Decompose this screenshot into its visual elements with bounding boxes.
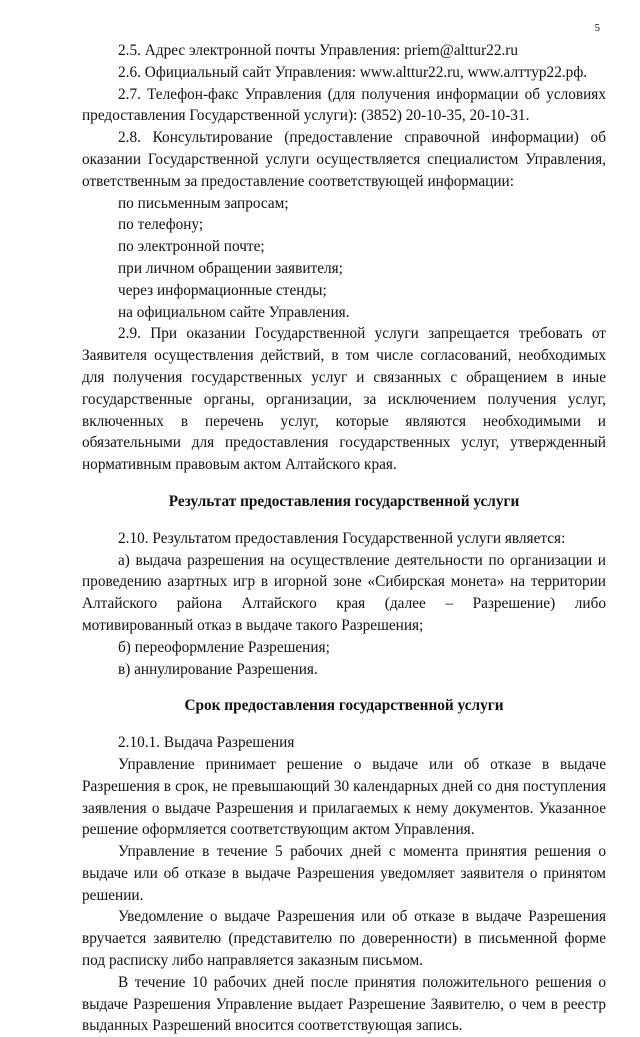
paragraph-2-9: 2.9. При оказании Государственной услуги запрещается требовать от Заявителя осуществления действий, в том числе согласований, необходимых для получения государственных услуг и связанных с обращением в иные государственные органы, организации, за исключением получения услуг, включенных в перечень услуг, которые являются необходимыми и обязательными для предоставления государственных услуг, утвержденный нормативным правовым актом Алтайского края. [82, 325, 606, 474]
list-item: по электронной почте; [118, 238, 265, 256]
paragraph-2-7: 2.7. Телефон-факс Управления (для получения информации об условиях предоставления Государственной услуги): (3852) 20-10-35, 20-10-31. [82, 85, 606, 125]
section-heading-result: Результат предоставления государственной услуги [168, 492, 520, 510]
section-heading-term: Срок предоставления государственной услуги [184, 697, 504, 715]
result-item-b: б) переоформление Разрешения; [118, 638, 330, 656]
consultation-list [82, 193, 606, 324]
result-item-a: а) выдача разрешения на осуществление деятельности по организации и проведению азартных игр в игорной зоне «Сибирская монета» на территории Алтайского района Алтайского края (далее – Разрешение) либо мотивированный отказ в выдаче такого Разрешения; [82, 551, 606, 634]
paragraph-2-5: 2.5. Адрес электронной почты Управления: priem@alttur22.ru [118, 42, 519, 59]
term-paragraph-4: В течение 10 рабочих дней после принятия положительного решения о выдаче Разрешения Управление выдает Разрешение Заявителю, о чем в реестр выданных Разрешений вносится соответствующая запись. [82, 973, 606, 1035]
term-paragraph-3: Уведомление о выдаче Разрешения или об отказе в выдаче Разрешения вручается заявителю (представителю по доверенности) в письменной форме под расписку либо направляется заказным письмом. [82, 908, 606, 970]
paragraph-2-10: 2.10. Результатом предоставления Государственной услуги является: [118, 529, 566, 547]
list-item: при личном обращении заявителя; [118, 259, 343, 277]
term-paragraph-1: Управление принимает решение о выдаче или об отказе в выдаче Разрешения в срок, не превышающий 30 календарных дней со дня поступления заявления о выдаче Разрешения и прилагаемых к нему документов. Указанное решение оформляется соответствующим актом Управления. [82, 755, 606, 839]
paragraph-2-6: 2.6. Официальный сайт Управления: www.alttur22.ru, www.алттур22.рф. [118, 63, 588, 81]
page-number: 5 [594, 22, 600, 34]
term-paragraph-2: Управление в течение 5 рабочих дней с момента принятия решения о выдаче или об отказе в выдаче Разрешения уведомляет заявителя о принятом решении. [82, 843, 606, 904]
result-item-c: в) аннулирование Разрешения. [118, 660, 318, 678]
list-item: через информационные стенды; [118, 281, 327, 299]
paragraph-2-10-1: 2.10.1. Выдача Разрешения [118, 734, 295, 752]
list-item: по телефону; [118, 216, 204, 234]
list-item: по письменным запросам; [118, 194, 289, 212]
list-item: на официальном сайте Управления. [118, 303, 350, 321]
paragraph-2-8: 2.8. Консультирование (предоставление справочной информации) об оказании Государственной услуги осуществляется специалистом Управления, ответственным за предоставление соответствующей информации: [82, 129, 606, 190]
